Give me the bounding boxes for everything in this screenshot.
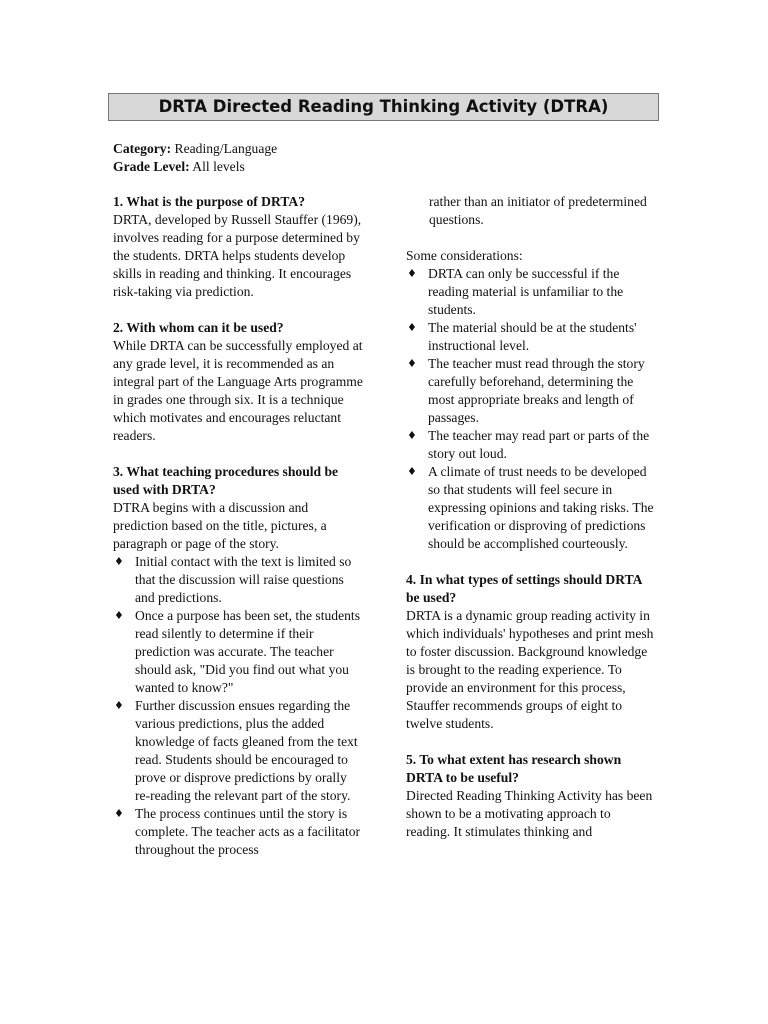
diamond-bullet-icon: ♦ [114, 807, 124, 820]
continuation-text: rather than an initiator of predetermined questions. [429, 194, 647, 227]
considerations-label: Some considerations: [406, 248, 523, 263]
list-item [406, 319, 658, 355]
grade-level-value: All levels [192, 159, 245, 174]
section-whom [113, 319, 365, 445]
list-item-text: Initial contact with the text is limited so that the discussion will raise questions and predictions. [135, 554, 352, 605]
section-body: Directed Reading Thinking Activity has been shown to be a motivating approach to reading. It stimulates thinking and [406, 788, 653, 839]
procedure-continuation [406, 193, 658, 229]
diamond-bullet-icon: ♦ [114, 699, 124, 712]
section-heading: 4. In what types of settings should DRTA be used? [406, 572, 642, 605]
list-item-text: Further discussion ensues regarding the various predictions, plus the added knowledge of facts gleaned from the text read. Students should be encouraged to prove or disprove predictions by orally re-reading the relevant part of the story. [135, 698, 358, 803]
list-item [406, 463, 658, 553]
diamond-bullet-icon: ♦ [407, 429, 417, 442]
list-item [406, 265, 658, 319]
list-item-text: DRTA can only be successful if the reading material is unfamiliar to the students. [428, 266, 624, 317]
left-column [113, 193, 365, 877]
list-item-text: The teacher must read through the story carefully beforehand, determining the most appropriate breaks and length of passages. [428, 356, 645, 425]
list-item [113, 553, 365, 607]
section-body: DRTA, developed by Russell Stauffer (1969), involves reading for a purpose determined by the students. DRTA helps students develop skills in reading and thinking. It encourages risk-taking via prediction. [113, 212, 362, 299]
section-heading: 1. What is the purpose of DRTA? [113, 194, 305, 209]
diamond-bullet-icon: ♦ [114, 609, 124, 622]
section-settings [406, 571, 658, 733]
document-title: DRTA Directed Reading Thinking Activity (DTRA) [108, 93, 659, 121]
section-heading: 2. With whom can it be used? [113, 320, 284, 335]
category-label: Category: [113, 141, 172, 156]
procedure-list [113, 553, 365, 859]
category-value: Reading/Language [174, 141, 278, 156]
list-item-text: The teacher may read part or parts of the story out loud. [428, 428, 650, 461]
diamond-bullet-icon: ♦ [407, 357, 417, 370]
list-item [406, 355, 658, 427]
section-body: DRTA is a dynamic group reading activity in which individuals' hypotheses and print mesh to foster discussion. Background knowledge is brought to the reading experience. To provide an environment for this process, Stauffer recommends groups of eight to twelve students. [406, 608, 654, 731]
section-purpose [113, 193, 365, 301]
diamond-bullet-icon: ♦ [407, 465, 417, 478]
section-body: While DRTA can be successfully employed at any grade level, it is recommended as an integral part of the Language Arts programme in grades one through six. It is a technique which motivates and encourages reluctant readers. [113, 338, 363, 443]
diamond-bullet-icon: ♦ [407, 267, 417, 280]
list-item [113, 805, 365, 859]
diamond-bullet-icon: ♦ [114, 555, 124, 568]
section-research [406, 751, 658, 841]
list-item-text: The process continues until the story is complete. The teacher acts as a facilitator throughout the process [135, 806, 361, 857]
grade-level-label: Grade Level: [113, 159, 190, 174]
section-body: DTRA begins with a discussion and prediction based on the title, pictures, a paragraph or page of the story. [113, 500, 327, 551]
list-item-text: A climate of trust needs to be developed so that students will feel secure in expressing opinions and taking risks. The verification or disproving of predictions should be accomplished courteously. [428, 464, 654, 551]
grade-level-row [113, 158, 277, 176]
list-item [113, 697, 365, 805]
meta-info [113, 140, 277, 176]
right-column [406, 193, 658, 859]
list-item-text: The material should be at the students' instructional level. [428, 320, 637, 353]
section-considerations [406, 247, 658, 553]
list-item [113, 607, 365, 697]
section-procedures [113, 463, 365, 859]
considerations-list [406, 265, 658, 553]
list-item-text: Once a purpose has been set, the students read silently to determine if their prediction was accurate. The teacher should ask, "Did you find out what you wanted to know?" [135, 608, 360, 695]
diamond-bullet-icon: ♦ [407, 321, 417, 334]
category-row [113, 140, 277, 158]
section-heading: 3. What teaching procedures should be used with DRTA? [113, 464, 339, 497]
list-item [406, 427, 658, 463]
section-heading: 5. To what extent has research shown DRTA to be useful? [406, 752, 622, 785]
